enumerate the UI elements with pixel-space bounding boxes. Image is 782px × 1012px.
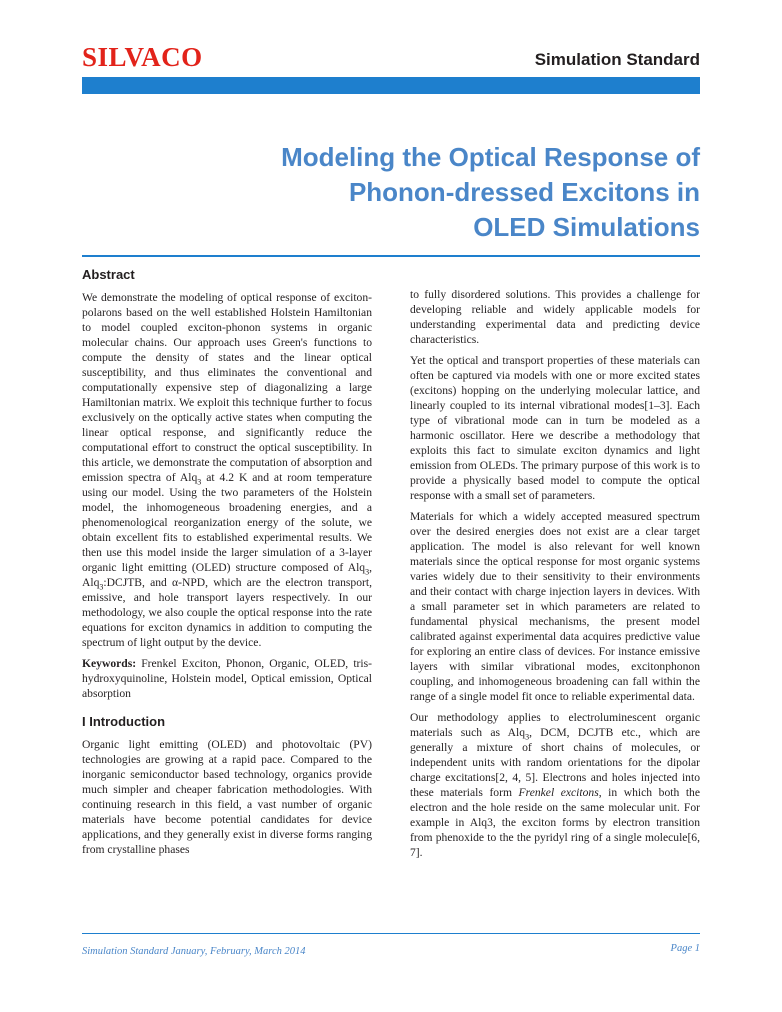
silvaco-logo: SILVACO (82, 42, 203, 72)
intro-paragraph-5: Our methodology applies to electroluminescent organic materials such as Alq$_3$, DCM, DCJTB etc., which are generally a mixture of short chains of molecules, or independent units with random orientations for the dipolar charge excitations[2, 4, 5]. Electrons and holes injected into these materials form Frenkel excitons, in which both the electron and the hole reside on the same molecular unit. For example in Alq3, the exciton forms by electron transition from phenoxide to the the pyridyl ring of a single molecule[6, 7]. (410, 711, 700, 859)
intro-paragraph-2: to fully disordered solutions. This provides a challenge for developing reliable and widely applicable models for understanding experimental data and predicting device characteristics. (410, 288, 700, 346)
abstract-text: We demonstrate the modeling of optical response of exciton-polarons based on the well established Holstein Hamiltonian to model coupled exciton-phonon systems in organic molecular chains. Our approach uses Green's functions to compute the density of states and the linear optical susceptibility, and thus eliminates the conventional and computationally expensive step of diagonalizing a large Hamiltonian matrix. We exploit this technique further to focus exclusively on the optically active states when computing the linear optical response, and significantly reduce the computational effort to construct the optical susceptibility. In this article, we demonstrate the computation of absorption and emission spectra of Alq$_3$ at 4.2 K and at room temperature using our model. Using the two parameters of the Holstein model, the inhomogeneous broadening energies, and a phenomenological reorganization energy of the solute, we obtain excellent fits to established experimental results. We then use this model inside the larger simulation of a 3-layer organic light emitting (OLED) structure composed of Alq$_3$, Alq$_3$:DCJTB, and α-NPD, which are the electron transport, emissive, and hole transport layers respectively. In our methodology, we also couple the optical response into the rate equations for exciton dynamics in addition to computing the spectrum of light output by the device. (82, 291, 373, 649)
left-column (82, 266, 372, 863)
title-line-2: Phonon-dressed Excitons in (348, 177, 700, 207)
footer-issue: Simulation Standard January, February, March 2014 (82, 946, 306, 957)
title-line-3: OLED Simulations (473, 212, 700, 242)
title-rule (82, 255, 700, 257)
intro-paragraph-4: Materials for which a widely accepted measured spectrum over the desired energies does not exist are a clear target application. The model is also relevant for well known materials since the optical response for most organic systems varies widely due to their sensitivity to their environments and their contact with charge injection layers in devices. With a small parameter set in which parameters are related to fundamental physical mechanisms, the present model calibrated against experimental data acquires predictive value for exploring an entire class of devices. For instance emissive layers with similar vibrational modes, excitonphonon coupling, and inhomogeneous broadening can fall within the range of a single model fit once to reliable experimental data. (410, 510, 700, 703)
publication-name: Simulation Standard (534, 50, 700, 69)
page-number: Page 1 (670, 943, 700, 954)
intro-heading: I Introduction (82, 714, 166, 729)
footer-rule (82, 933, 700, 934)
abstract-heading: Abstract (82, 267, 135, 282)
intro-paragraph-3: Yet the optical and transport properties of these materials can often be captured via models with one or more excited states (excitons) hopping on the underlying molecular lattice, and linearly coupled to its internal vibrational modes[1–3]. Each type of vibrational mode can in turn be modeled as a harmonic oscillator. Here we describe a methodology that exploits this fact to simulate exciton dynamics and light emission from OLEDs. The primary purpose of this work is to provide a physically based model to compute the optical response with a small set of parameters. (410, 354, 700, 502)
intro-paragraph-1: Organic light emitting (OLED) and photovoltaic (PV) technologies are growing at a rapid pace. Compared to the inorganic semiconductor based technology, organics provide much simpler and cheaper fabrication methodologies. With continuing research in this field, a vast number of organic materials have become potential candidates for device applications, and they generally exist in diverse forms ranging from crystalline phases (82, 738, 372, 856)
keywords: Keywords: Frenkel Exciton, Phonon, Organic, OLED, tris-hydroxyquinoline, Holstein model, Optical emission, Optical absorption (82, 657, 372, 700)
article-title (140, 140, 700, 245)
title-line-1: Modeling the Optical Response of (281, 142, 700, 172)
header-bar (82, 77, 700, 94)
right-column (410, 287, 700, 866)
